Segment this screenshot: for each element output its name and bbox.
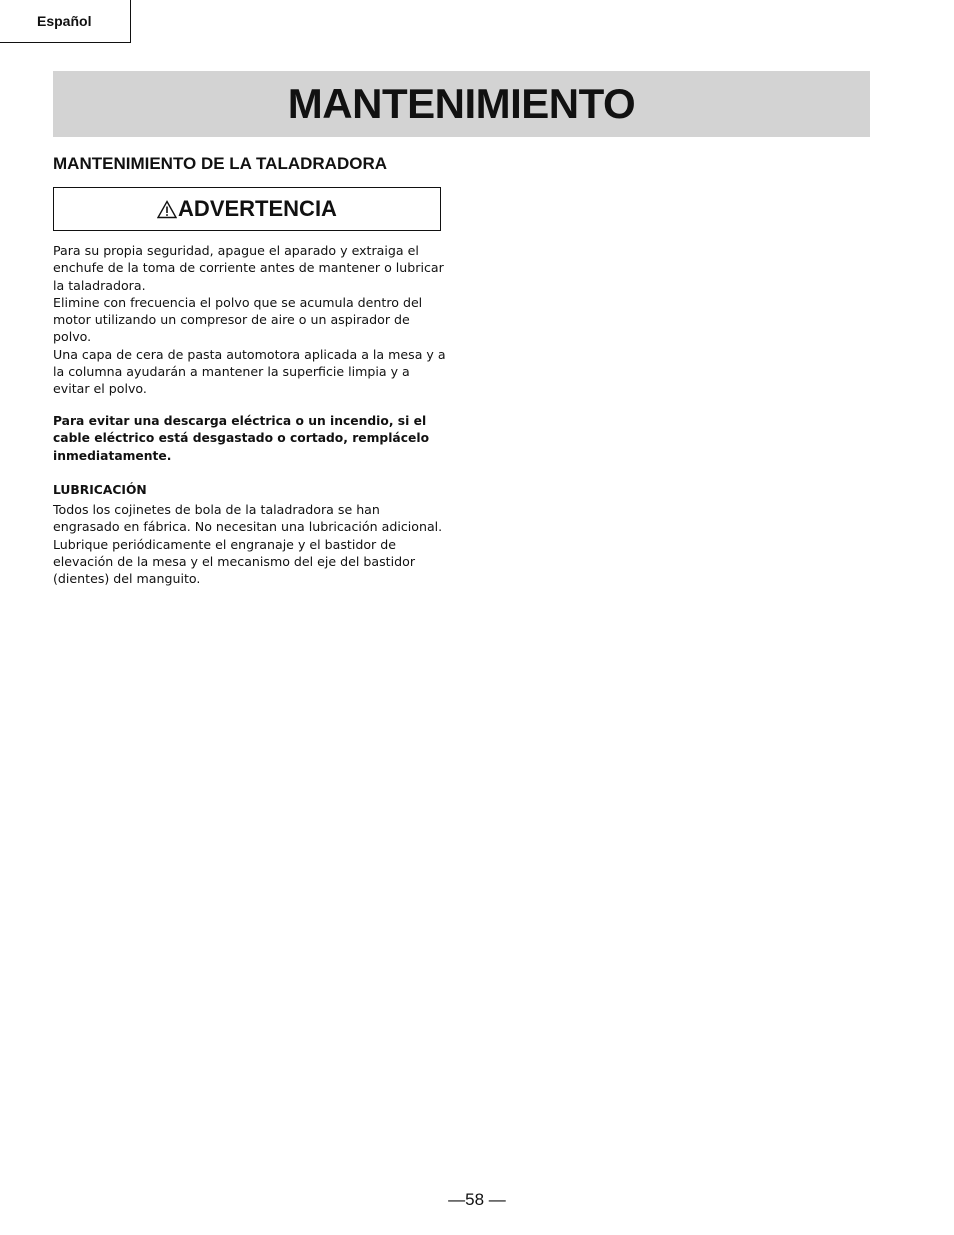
paragraph: Una capa de cera de pasta automotora aplicada a la mesa y a la columna ayudarán a mantener la superficie limpia y a evitar el polvo. (53, 346, 446, 397)
paragraph: Lubrique periódicamente el engranaje y el bastidor de elevación de la mesa y el mecanismo del eje del bastidor (dientes) del manguito. (53, 536, 415, 587)
title-banner (53, 71, 870, 137)
lubrication-text (53, 501, 448, 587)
warning-label: ADVERTENCIA (178, 196, 337, 221)
warning-triangle-icon (157, 200, 177, 219)
page-title: MANTENIMIENTO (287, 80, 636, 127)
lubrication-heading: LUBRICACIÓN (53, 483, 147, 497)
page-number: —58 — (448, 1190, 506, 1209)
paragraph: Todos los cojinetes de bola de la taladradora se han engrasado en fábrica. No necesitan una lubricación adicional. (53, 502, 443, 535)
section-heading: MANTENIMIENTO DE LA TALADRADORA (53, 154, 387, 173)
maintenance-text (53, 242, 448, 398)
paragraph: Para su propia seguridad, apague el aparado y extraiga el enchufe de la toma de corriente antes de mantener o lubricar la taladradora. (53, 243, 444, 293)
bold-warning-text: Para evitar una descarga eléctrica o un incendio, si el cable eléctrico está desgastado o cortado, remplácelo inmediatamente. (53, 414, 430, 463)
warning-box (53, 187, 441, 231)
language-tab: Español (0, 0, 131, 43)
paragraph: Elimine con frecuencia el polvo que se acumula dentro del motor utilizando un compresor de aire o un aspirador de polvo. (53, 294, 423, 345)
